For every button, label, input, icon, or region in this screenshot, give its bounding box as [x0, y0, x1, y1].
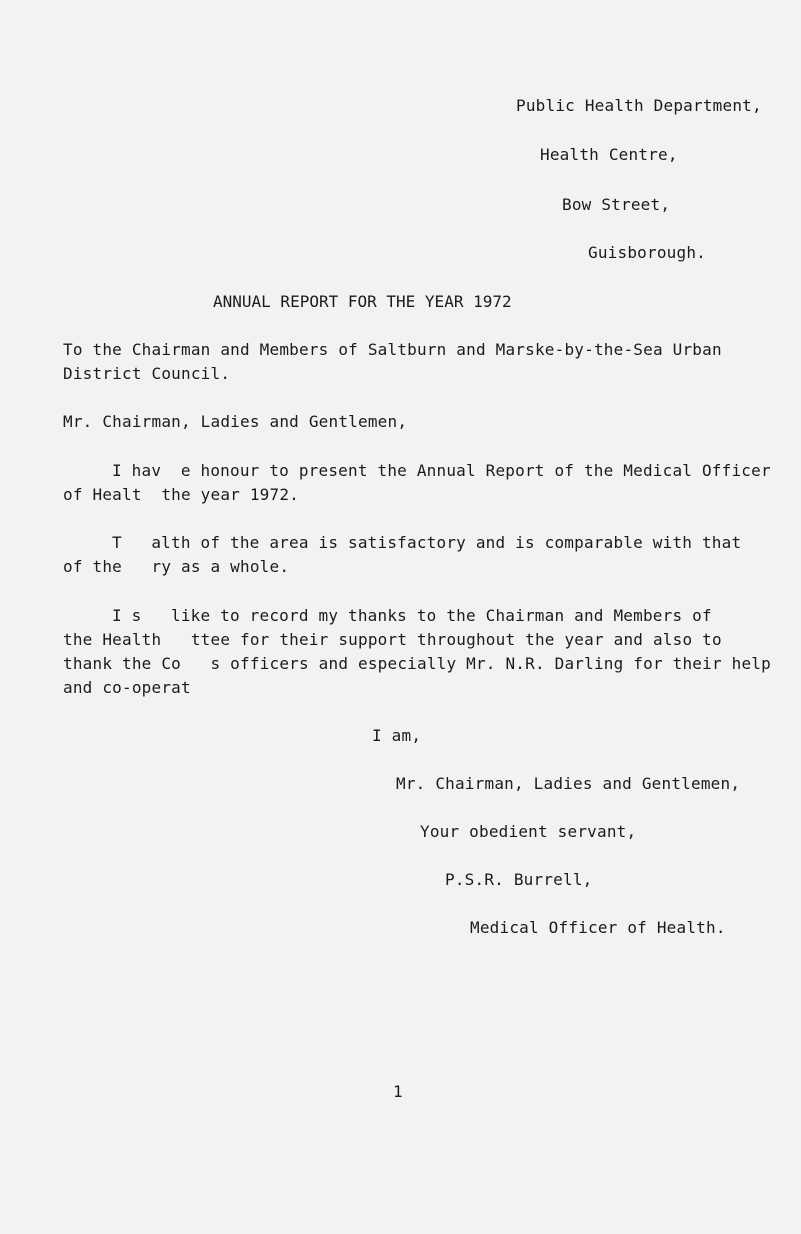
report-title: ANNUAL REPORT FOR THE YEAR 1972 [213, 292, 512, 311]
address-line-1: Public Health Department, [516, 96, 762, 115]
page-number: 1 [393, 1082, 403, 1101]
paragraph-2-line-1: T alth of the area is satisfactory and is comparable with that [112, 533, 742, 552]
paragraph-3-line-4: and co-operat [63, 678, 191, 697]
address-line-3: Bow Street, [562, 195, 671, 214]
signatory-title: Medical Officer of Health. [470, 918, 726, 937]
paragraph-2-line-2: of the ry as a whole. [63, 557, 290, 576]
addressee-line-1: To the Chairman and Members of Saltburn and Marske-by-the-Sea Urban [63, 340, 722, 359]
closing-line-1: I am, [372, 726, 422, 745]
closing-line-2: Mr. Chairman, Ladies and Gentlemen, [396, 774, 741, 793]
addressee-line-2: District Council. [63, 364, 231, 383]
address-line-2: Health Centre, [540, 145, 678, 164]
address-line-4: Guisborough. [588, 243, 706, 262]
closing-line-3: Your obedient servant, [420, 822, 637, 841]
salutation: Mr. Chairman, Ladies and Gentlemen, [63, 412, 408, 431]
paragraph-3-line-2: the Health ttee for their support throughout the year and also to [63, 630, 722, 649]
paragraph-1-line-2: of Healt the year 1972. [63, 485, 299, 504]
paragraph-3-line-3: thank the Co s officers and especially Mr. N.R. Darling for their help [63, 654, 771, 673]
paragraph-3-line-1: I s like to record my thanks to the Chairman and Members of [112, 606, 712, 625]
paragraph-1-line-1: I hav e honour to present the Annual Report of the Medical Officer [112, 461, 771, 480]
signatory-name: P.S.R. Burrell, [445, 870, 593, 889]
